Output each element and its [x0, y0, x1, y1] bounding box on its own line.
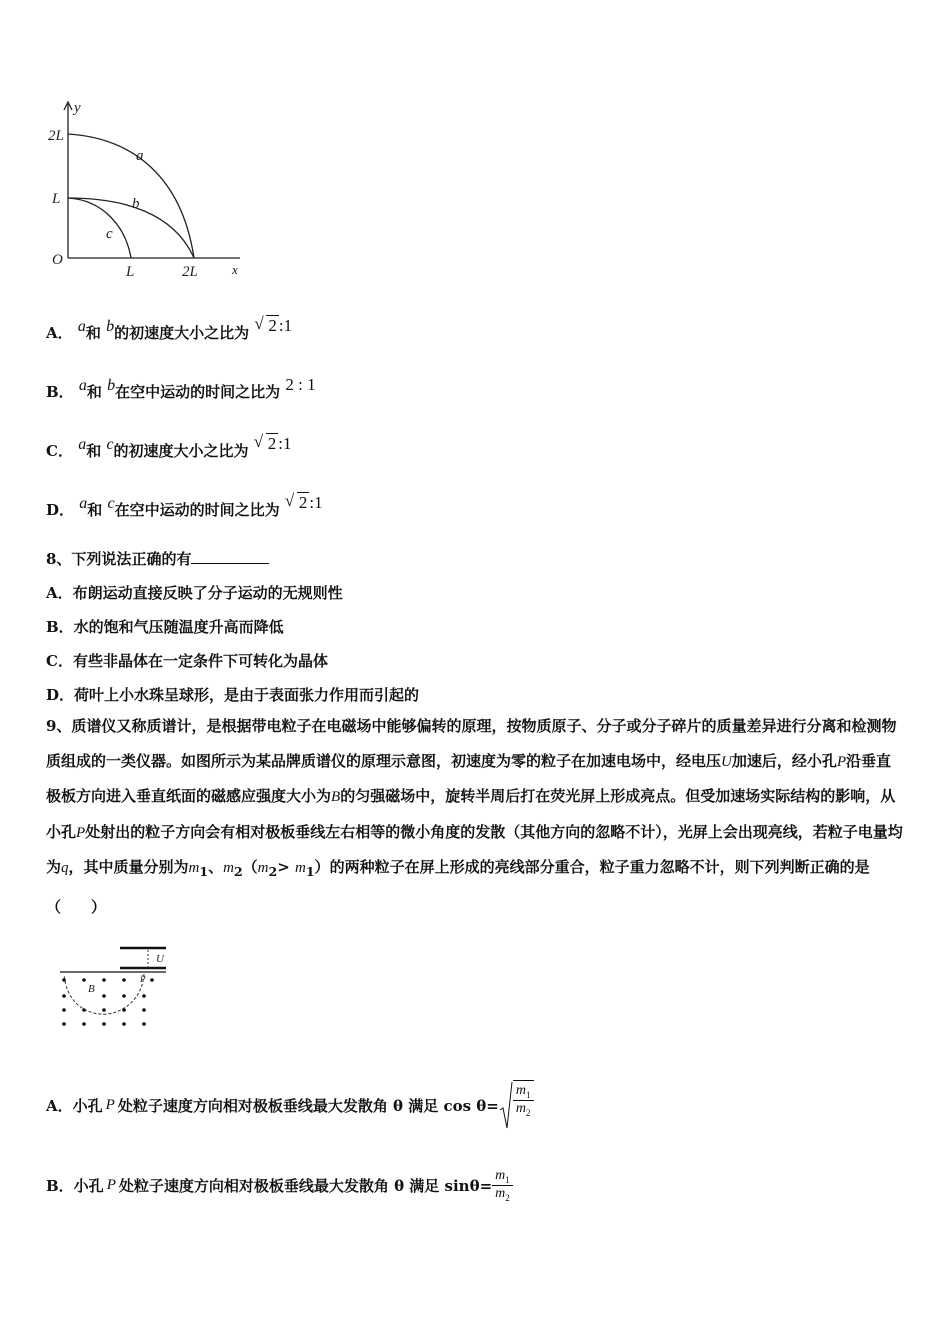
curve-c: [68, 198, 131, 258]
ratio: 2 : 1: [285, 375, 316, 394]
label-2L-x: 2L: [182, 264, 198, 280]
label-curve-b: b: [132, 196, 140, 212]
ratio: √ 2 :1: [284, 491, 323, 512]
magnetic-field-dots: [62, 978, 154, 1026]
mass-spectrometer-figure: [56, 942, 176, 1034]
ratio: √ 2 :1: [254, 314, 293, 335]
q7-option-b[interactable]: B． a和 b在空中运动的时间之比为 2 : 1: [46, 375, 316, 401]
q8-stem: 8、下列说法正确的有: [46, 548, 269, 569]
q8-option-b[interactable]: B．水的饱和气压随温度升高而降低: [46, 618, 284, 636]
q7-option-a[interactable]: A． a和 b的初速度大小之比为 √ 2 :1: [46, 314, 293, 342]
q8-option-d[interactable]: D．荷叶上小水珠呈球形，是由于表面张力作用而引起的: [46, 686, 420, 704]
q8-option-a[interactable]: A．布朗运动直接反映了分子运动的无规则性: [46, 584, 343, 602]
answer-blank[interactable]: [191, 551, 269, 564]
q7-option-c[interactable]: C． a和 c的初速度大小之比为 √ 2 :1: [46, 432, 292, 460]
label-origin: O: [52, 252, 63, 268]
q9-option-b[interactable]: B．小孔 P 处粒子速度方向相对极板垂线最大发散角 θ 满足 sinθ= $\frac{m_1}{m_2}$: [46, 1160, 513, 1210]
label-B: B: [88, 983, 95, 995]
q9-option-a[interactable]: A．小孔 P 处粒子速度方向相对极板垂线最大发散角 θ 满足 cos θ= $\frac{m_1}{m_2}$: [46, 1080, 534, 1130]
curve-b: [68, 198, 194, 258]
label-2L-y: 2L: [48, 128, 64, 144]
label-L-y: L: [52, 191, 61, 207]
label-U: U: [156, 953, 164, 965]
label-P: P: [140, 974, 146, 984]
q7-option-d[interactable]: D． a和 c在空中运动的时间之比为 √ 2 :1: [46, 491, 323, 519]
fraction: $\frac{m_1}{m_2}$: [492, 1168, 513, 1203]
x-axis-label: x: [232, 262, 238, 277]
sqrt-fraction: $\frac{m_1}{m_2}$: [499, 1080, 534, 1130]
q9-stem: 9、质谱仪又称质谱计，是根据带电粒子在电磁场中能够偏转的原理，按物质原子、分子或分子碎片的质量差异进行分离和检测物质组成的一类仪器。如图所示为某品牌质谱仪的原理示意图，初速度为零的粒子在加速电场中，经电压U加速后，经小孔P沿垂直极板方向进入垂直纸面的磁感应强度大小为B的匀强磁场中，旋转半周后打在荧光屏上形成亮点。但受加速场实际结构的影响，从小孔P处射出的粒子方向会有相对极板垂线左右相等的微小角度的发散（其他方向的忽略不计），光屏上会出现亮线，若粒子电量均为q，其中质量分别为$m_1$、$m_2(m_2> m_1)$的两种粒子在屏上形成的亮线部分重合，粒子重力忽略不计，则下列判断正确的是（ ）: [46, 717, 903, 916]
y-axis-label: y: [74, 100, 81, 116]
label-L-x: L: [126, 264, 135, 280]
curve-a: [68, 134, 194, 258]
label-curve-c: c: [106, 226, 113, 242]
label-curve-a: a: [136, 148, 144, 164]
trajectory-graph: [44, 98, 254, 283]
q8-option-c[interactable]: C．有些非晶体在一定条件下可转化为晶体: [46, 652, 328, 670]
ratio: √ 2 :1: [253, 432, 292, 453]
